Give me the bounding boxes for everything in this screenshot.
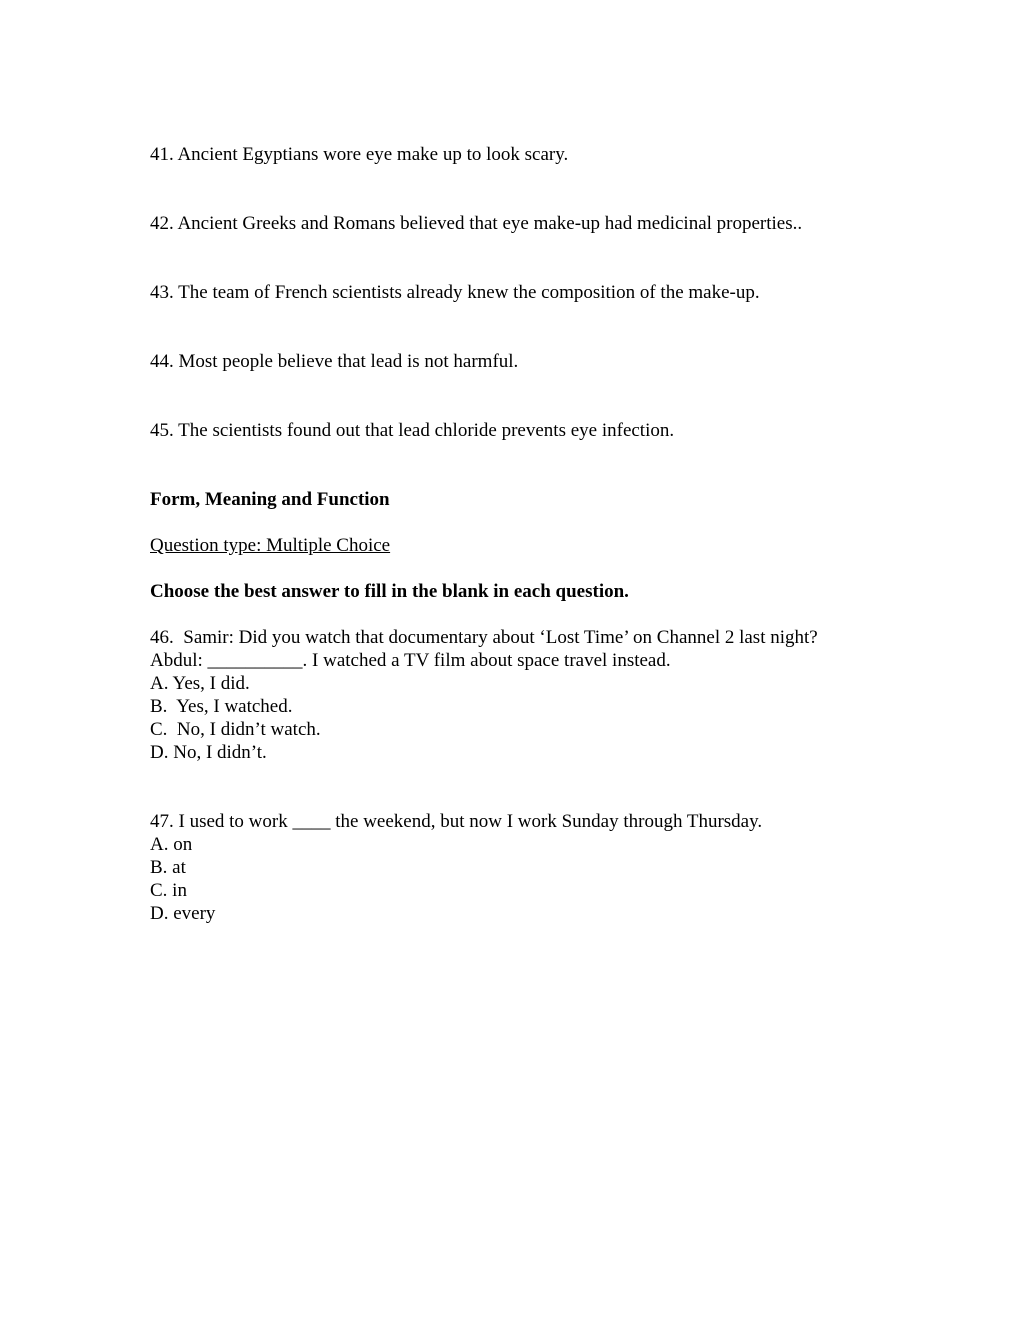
section-heading: Form, Meaning and Function [150,489,390,510]
question-47-option-a: A. on [150,834,193,855]
statement-43: 43. The team of French scientists already knew the composition of the make-up. [150,282,760,303]
question-47-option-b: B. at [150,857,186,878]
question-46-response: Abdul: __________. I watched a TV film about space travel instead. [150,650,671,671]
question-46-option-a: A. Yes, I did. [150,673,250,694]
question-47-option-d: D. every [150,903,216,924]
statement-41: 41. Ancient Egyptians wore eye make up to look scary. [150,144,569,165]
question-47-option-c: C. in [150,880,187,901]
question-47-prompt: 47. I used to work ____ the weekend, but now I work Sunday through Thursday. [150,811,763,832]
question-type: Question type: Multiple Choice [150,535,391,556]
statement-45: 45. The scientists found out that lead chloride prevents eye infection. [150,420,675,441]
question-46-option-b: B. Yes, I watched. [150,696,293,717]
question-46-prompt: 46. Samir: Did you watch that documentary about ‘Lost Time’ on Channel 2 last night? [150,627,818,648]
question-46-option-c: C. No, I didn’t watch. [150,719,321,740]
statement-42: 42. Ancient Greeks and Romans believed that eye make-up had medicinal properties.. [150,213,803,234]
statement-44: 44. Most people believe that lead is not harmful. [150,351,519,372]
question-46-option-d: D. No, I didn’t. [150,742,267,763]
instruction: Choose the best answer to fill in the blank in each question. [150,581,629,602]
